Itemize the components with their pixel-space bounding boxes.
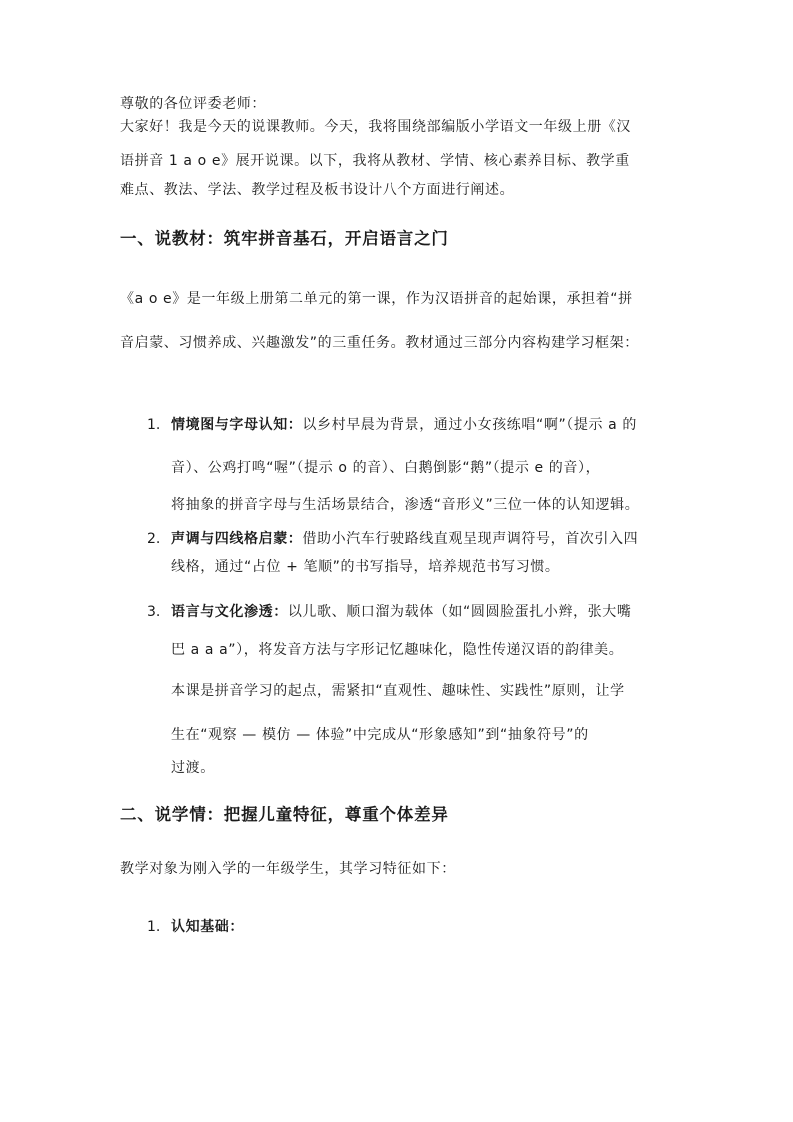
list-item-3-line-2: 巴 a a a”），将发音方法与字形记忆趣味化，隐性传递汉语的韵律美。 [171,642,624,658]
summary-line-3: 过渡。 [171,760,215,776]
section-1-para-line-2: 音启蒙、习惯养成、兴趣激发”的三重任务。教材通过三部分内容构建学习框架： [120,335,639,351]
list-item-text: 以儿歌、顺口溜为载体（如“圆圆脸蛋扎小辫，张大嘴 [287,604,632,620]
list-item-number: 3. [147,604,161,620]
section-2-item-1 [171,918,244,936]
section-1-para-line-1: 《a o e》是一年级上册第二单元的第一课，作为汉语拼音的起始课，承担着“拼 [120,291,633,307]
list-item-title: 情境图与字母认知： [171,417,303,433]
section-1-heading: 一、说教材：筑牢拼音基石，开启语言之门 [120,229,449,248]
list-item-number: 1. [147,417,161,433]
list-item-number: 1. [147,919,161,935]
list-item-title: 声调与四线格启蒙： [171,531,303,547]
list-item-text: 借助小汽车行驶路线直观呈现声调符号，首次引入四 [302,531,639,547]
list-item-title: 语言与文化渗透： [171,604,288,620]
list-item-1-line-2: 音）、公鸡打鸣“喔”（提示 o 的音）、白鹅倒影“鹅”（提示 e 的音）， [171,460,601,476]
summary-line-1: 本课是拼音学习的起点，需紧扣“直观性、趣味性、实践性”原则，让学 [171,683,625,699]
intro-line-2: 语拼音 1 a o e》展开说课。以下，我将从教材、学情、核心素养目标、教学重 [120,153,630,169]
greeting: 尊敬的各位评委老师： [120,96,266,112]
list-item-2-line-2: 线格，通过“占位 + 笔顺”的书写指导，培养规范书写习惯。 [171,559,560,575]
section-2-heading: 二、说学情：把握儿童特征，尊重个体差异 [120,805,449,824]
list-item-text: 以乡村早晨为背景，通过小女孩练唱“啊”（提示 a 的 [302,417,637,433]
summary-line-2: 生在“观察 — 模仿 — 体验”中完成从“形象感知”到“抽象符号”的 [171,727,589,743]
section-2-para: 教学对象为刚入学的一年级学生，其学习特征如下： [120,861,456,877]
intro-line-1: 大家好！我是今天的说课教师。今天，我将围绕部编版小学语文一年级上册《汉 [120,119,631,135]
list-item-3-line-1 [171,603,631,621]
list-item-title: 认知基础： [171,919,244,935]
intro-line-3: 难点、教法、学法、教学过程及板书设计八个方面进行阐述。 [120,182,515,198]
list-item-1-line-1 [171,416,637,434]
list-item-1-line-3: 将抽象的拼音字母与生活场景结合，渗透“音形义”三位一体的认知逻辑。 [171,497,640,513]
list-item-number: 2. [147,531,161,547]
list-item-2-line-1 [171,530,638,548]
